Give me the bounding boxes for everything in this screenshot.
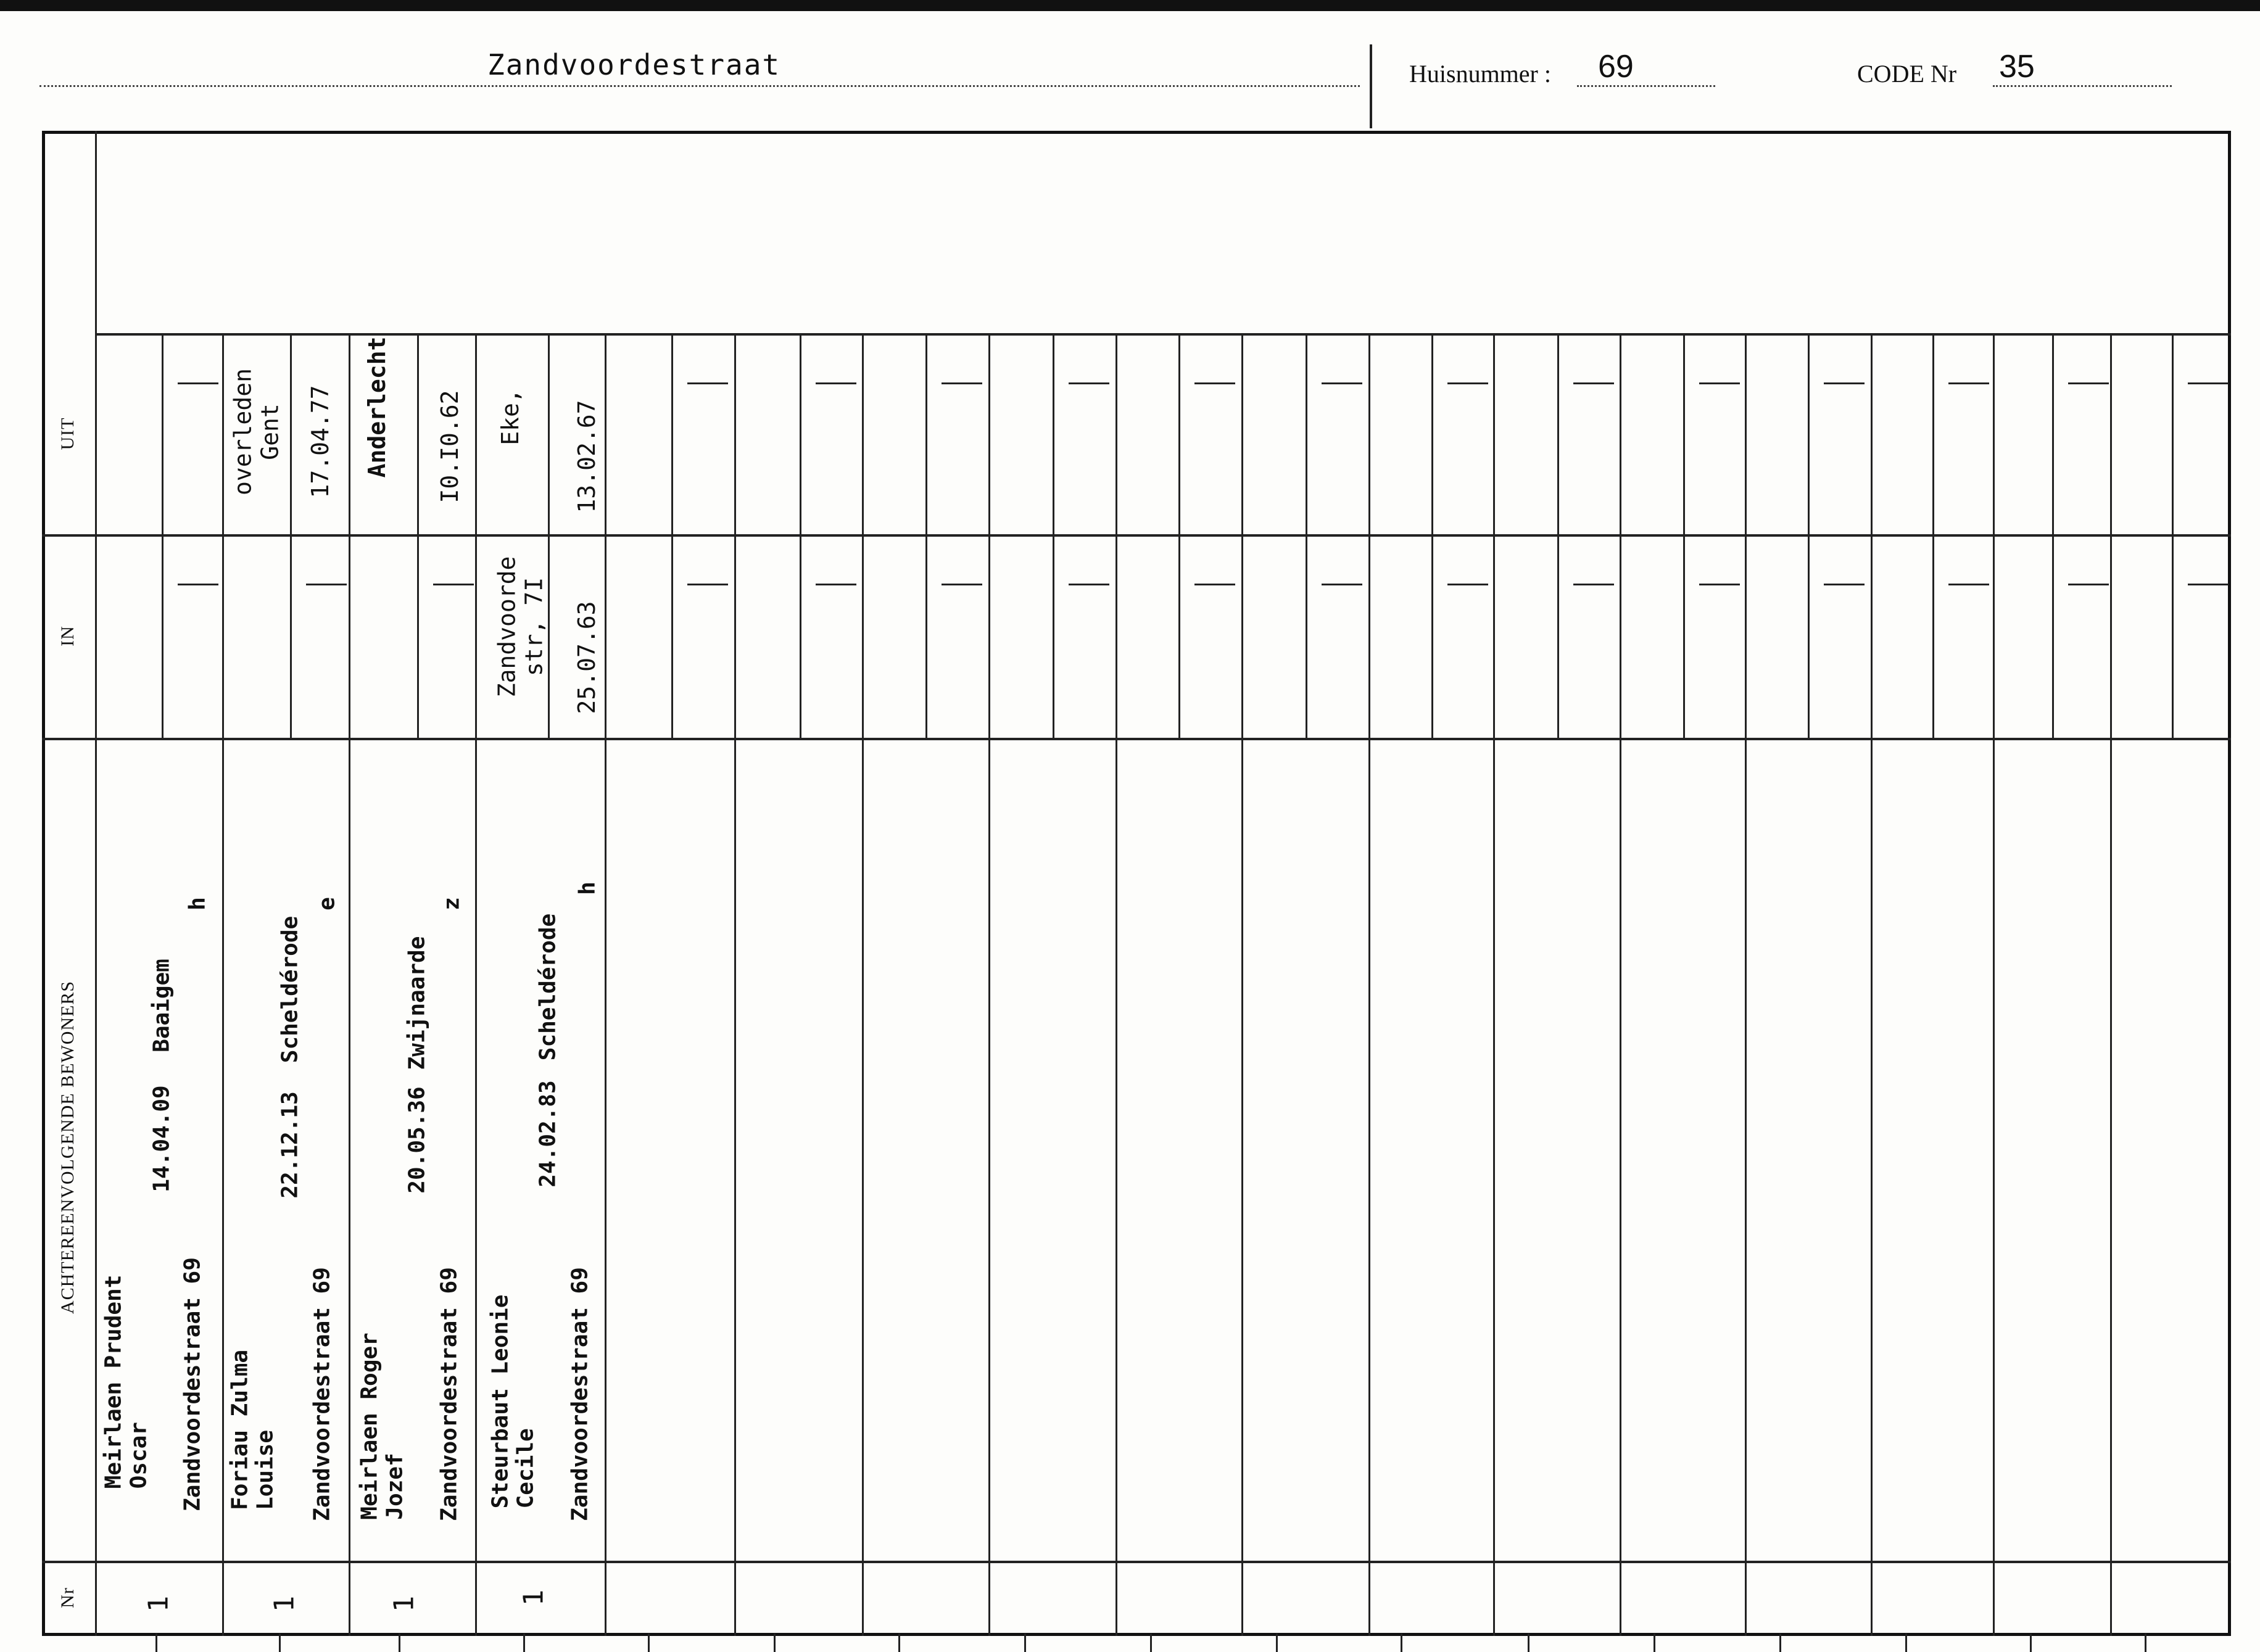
resident-3-sex: z (439, 897, 465, 911)
subcolumn-divider (548, 333, 550, 738)
empty-in-dash (1069, 584, 1109, 585)
bottom-tick (1401, 1633, 1402, 1652)
bottom-tick (155, 1633, 157, 1652)
column-divider (1493, 333, 1495, 1636)
bottom-tick (399, 1633, 400, 1652)
resident-2-first-line: Louise (253, 1430, 278, 1511)
code-value: 35 (1999, 49, 2035, 85)
bottom-tick (279, 1633, 281, 1652)
resident-1-name (101, 1275, 152, 1489)
empty-out-dash (1447, 382, 1488, 384)
empty-in-dash (2188, 584, 2229, 585)
resident-2-nr: 1 (268, 1595, 300, 1613)
empty-in-dash (687, 584, 728, 585)
bottom-tick (1905, 1633, 1907, 1652)
empty-out-dash (1194, 382, 1235, 384)
bottom-tick (1779, 1633, 1781, 1652)
resident-2-out-place: overleden Gent (229, 368, 283, 495)
subcolumn-divider (1053, 333, 1054, 738)
empty-in-dash (1573, 584, 1614, 585)
resident-4-in-place: Zandvoorde str, 7I (493, 556, 547, 698)
subcolumn-divider (162, 333, 163, 738)
street-name: Zandvoordestraat (487, 48, 781, 81)
resident-4-out-date: 13.02.67 (573, 400, 601, 513)
empty-in-dash (433, 584, 474, 585)
subcolumn-divider (1306, 333, 1307, 738)
column-divider (475, 333, 477, 1636)
column-divider (349, 333, 350, 1636)
house-number-value: 69 (1598, 49, 1634, 85)
resident-1-name-line: Meirlaen Prudent (101, 1274, 126, 1489)
bottom-tick (1528, 1633, 1529, 1652)
code-dotted-line (1993, 85, 2172, 87)
bottom-tick (523, 1633, 525, 1652)
bottom-tick (1024, 1633, 1026, 1652)
row-divider-top (95, 333, 2231, 336)
resident-4-birthplace: Scheldérode (535, 913, 561, 1061)
resident-4-out-place: Eke, (497, 389, 524, 445)
empty-in-dash (2068, 584, 2109, 585)
subcolumn-divider (1178, 333, 1180, 738)
bottom-tick (2030, 1633, 2032, 1652)
empty-out-dash (816, 382, 856, 384)
row-divider-uit-in (42, 534, 2231, 537)
bottom-tick (774, 1633, 776, 1652)
empty-in-dash (1824, 584, 1865, 585)
row-label-nr: Nr (57, 1587, 78, 1608)
subcolumn-divider (2052, 333, 2054, 738)
resident-3-first-line: Jozef (383, 1453, 408, 1520)
column-divider (734, 333, 736, 1636)
empty-out-dash (942, 382, 982, 384)
street-dotted-line (39, 85, 1360, 87)
empty-out-dash (178, 382, 218, 384)
resident-4-first-line: Cecile (513, 1428, 539, 1509)
empty-in-dash (1699, 584, 1740, 585)
empty-out-dash (1069, 382, 1109, 384)
resident-3-name (357, 1332, 408, 1519)
column-divider (2110, 333, 2112, 1636)
empty-out-dash (1322, 382, 1362, 384)
bottom-tick (1150, 1633, 1152, 1652)
empty-out-dash (2068, 382, 2109, 384)
column-divider (1620, 333, 1621, 1636)
bottom-tick (648, 1633, 650, 1652)
resident-3-address: Zandvoordestraat 69 (436, 1267, 462, 1521)
empty-in-dash (1194, 584, 1235, 585)
resident-1-address: Zandvoordestraat 69 (180, 1257, 205, 1511)
empty-in-dash (816, 584, 856, 585)
resident-3-out-date: I0.I0.62 (436, 390, 464, 503)
subcolumn-divider (417, 333, 419, 738)
column-divider (1241, 333, 1243, 1636)
empty-out-dash (1948, 382, 1989, 384)
resident-1-first-line: Oscar (126, 1422, 152, 1489)
row-divider-residents-nr (42, 1561, 2231, 1563)
code-label: CODE Nr (1857, 60, 1957, 88)
empty-out-dash (2188, 382, 2229, 384)
bottom-tick (2145, 1633, 2146, 1652)
bottom-tick (1654, 1633, 1655, 1652)
resident-3-birthplace: Zwijnaarde (404, 936, 430, 1070)
resident-2-sex: e (314, 897, 340, 911)
subcolumn-divider (2172, 333, 2174, 738)
column-divider (1368, 333, 1370, 1636)
subcolumn-divider (800, 333, 801, 738)
resident-3-name-line: Meirlaen Roger (357, 1332, 383, 1520)
resident-2-address: Zandvoordestraat 69 (309, 1267, 335, 1521)
resident-1-birth: 14.04.09 (149, 1085, 175, 1192)
resident-1-birthplace: Baaigem (149, 959, 175, 1052)
top-edge-bar (0, 0, 2260, 11)
subcolumn-divider (671, 333, 673, 738)
empty-in-dash (1322, 584, 1362, 585)
row-label-uit: UIT (57, 417, 78, 450)
row-divider-in-residents (42, 738, 2231, 740)
empty-in-dash (306, 584, 347, 585)
empty-in-dash (178, 584, 218, 585)
subcolumn-divider (1808, 333, 1810, 738)
resident-3-out-place: Anderlecht (363, 336, 391, 478)
resident-4-name-line: Steurbaut Leonie (487, 1294, 513, 1509)
resident-4-address: Zandvoordestraat 69 (567, 1267, 593, 1521)
house-number-dotted-line (1577, 85, 1715, 87)
resident-1-sex: h (184, 897, 210, 911)
column-divider (605, 333, 606, 1636)
subcolumn-divider (290, 333, 292, 738)
empty-out-dash (1573, 382, 1614, 384)
resident-2-birth: 22.12.13 (277, 1091, 303, 1199)
subcolumn-divider (925, 333, 927, 738)
bottom-tick (898, 1633, 900, 1652)
empty-in-dash (942, 584, 982, 585)
resident-4-name (488, 1295, 539, 1509)
house-number-label: Huisnummer : (1409, 60, 1551, 88)
resident-3-birth: 20.05.36 (404, 1086, 430, 1194)
empty-in-dash (1948, 584, 1989, 585)
header-separator (1370, 44, 1372, 128)
column-divider (988, 333, 990, 1636)
column-divider (1116, 333, 1117, 1636)
label-column-divider (95, 131, 97, 1636)
resident-4-birth: 24.02.83 (535, 1080, 561, 1187)
bottom-tick (1276, 1633, 1278, 1652)
empty-out-dash (1824, 382, 1865, 384)
subcolumn-divider (1557, 333, 1559, 738)
subcolumn-divider (1431, 333, 1433, 738)
column-divider (1745, 333, 1747, 1636)
subcolumn-divider (1932, 333, 1934, 738)
column-divider (222, 333, 224, 1636)
resident-4-sex: h (574, 882, 600, 895)
empty-out-dash (1699, 382, 1740, 384)
resident-4-nr: 1 (518, 1589, 550, 1606)
resident-2-out-date: 17.04.77 (307, 385, 334, 498)
empty-in-dash (1447, 584, 1488, 585)
row-label-in: IN (57, 626, 78, 646)
resident-1-nr: 1 (143, 1595, 175, 1613)
resident-3-nr: 1 (388, 1595, 420, 1613)
column-divider (862, 333, 864, 1636)
subcolumn-divider (1683, 333, 1685, 738)
resident-2-name-line: Foriau Zulma (227, 1349, 253, 1511)
resident-2-birthplace: Scheldérode (277, 915, 303, 1063)
resident-4-in-date: 25.07.63 (573, 601, 601, 714)
row-label-residents: ACHTEREENVOLGENDE BEWONERS (57, 980, 78, 1315)
column-divider (1993, 333, 1995, 1636)
column-divider (1871, 333, 1873, 1636)
empty-out-dash (687, 382, 728, 384)
resident-2-name (228, 1350, 279, 1510)
